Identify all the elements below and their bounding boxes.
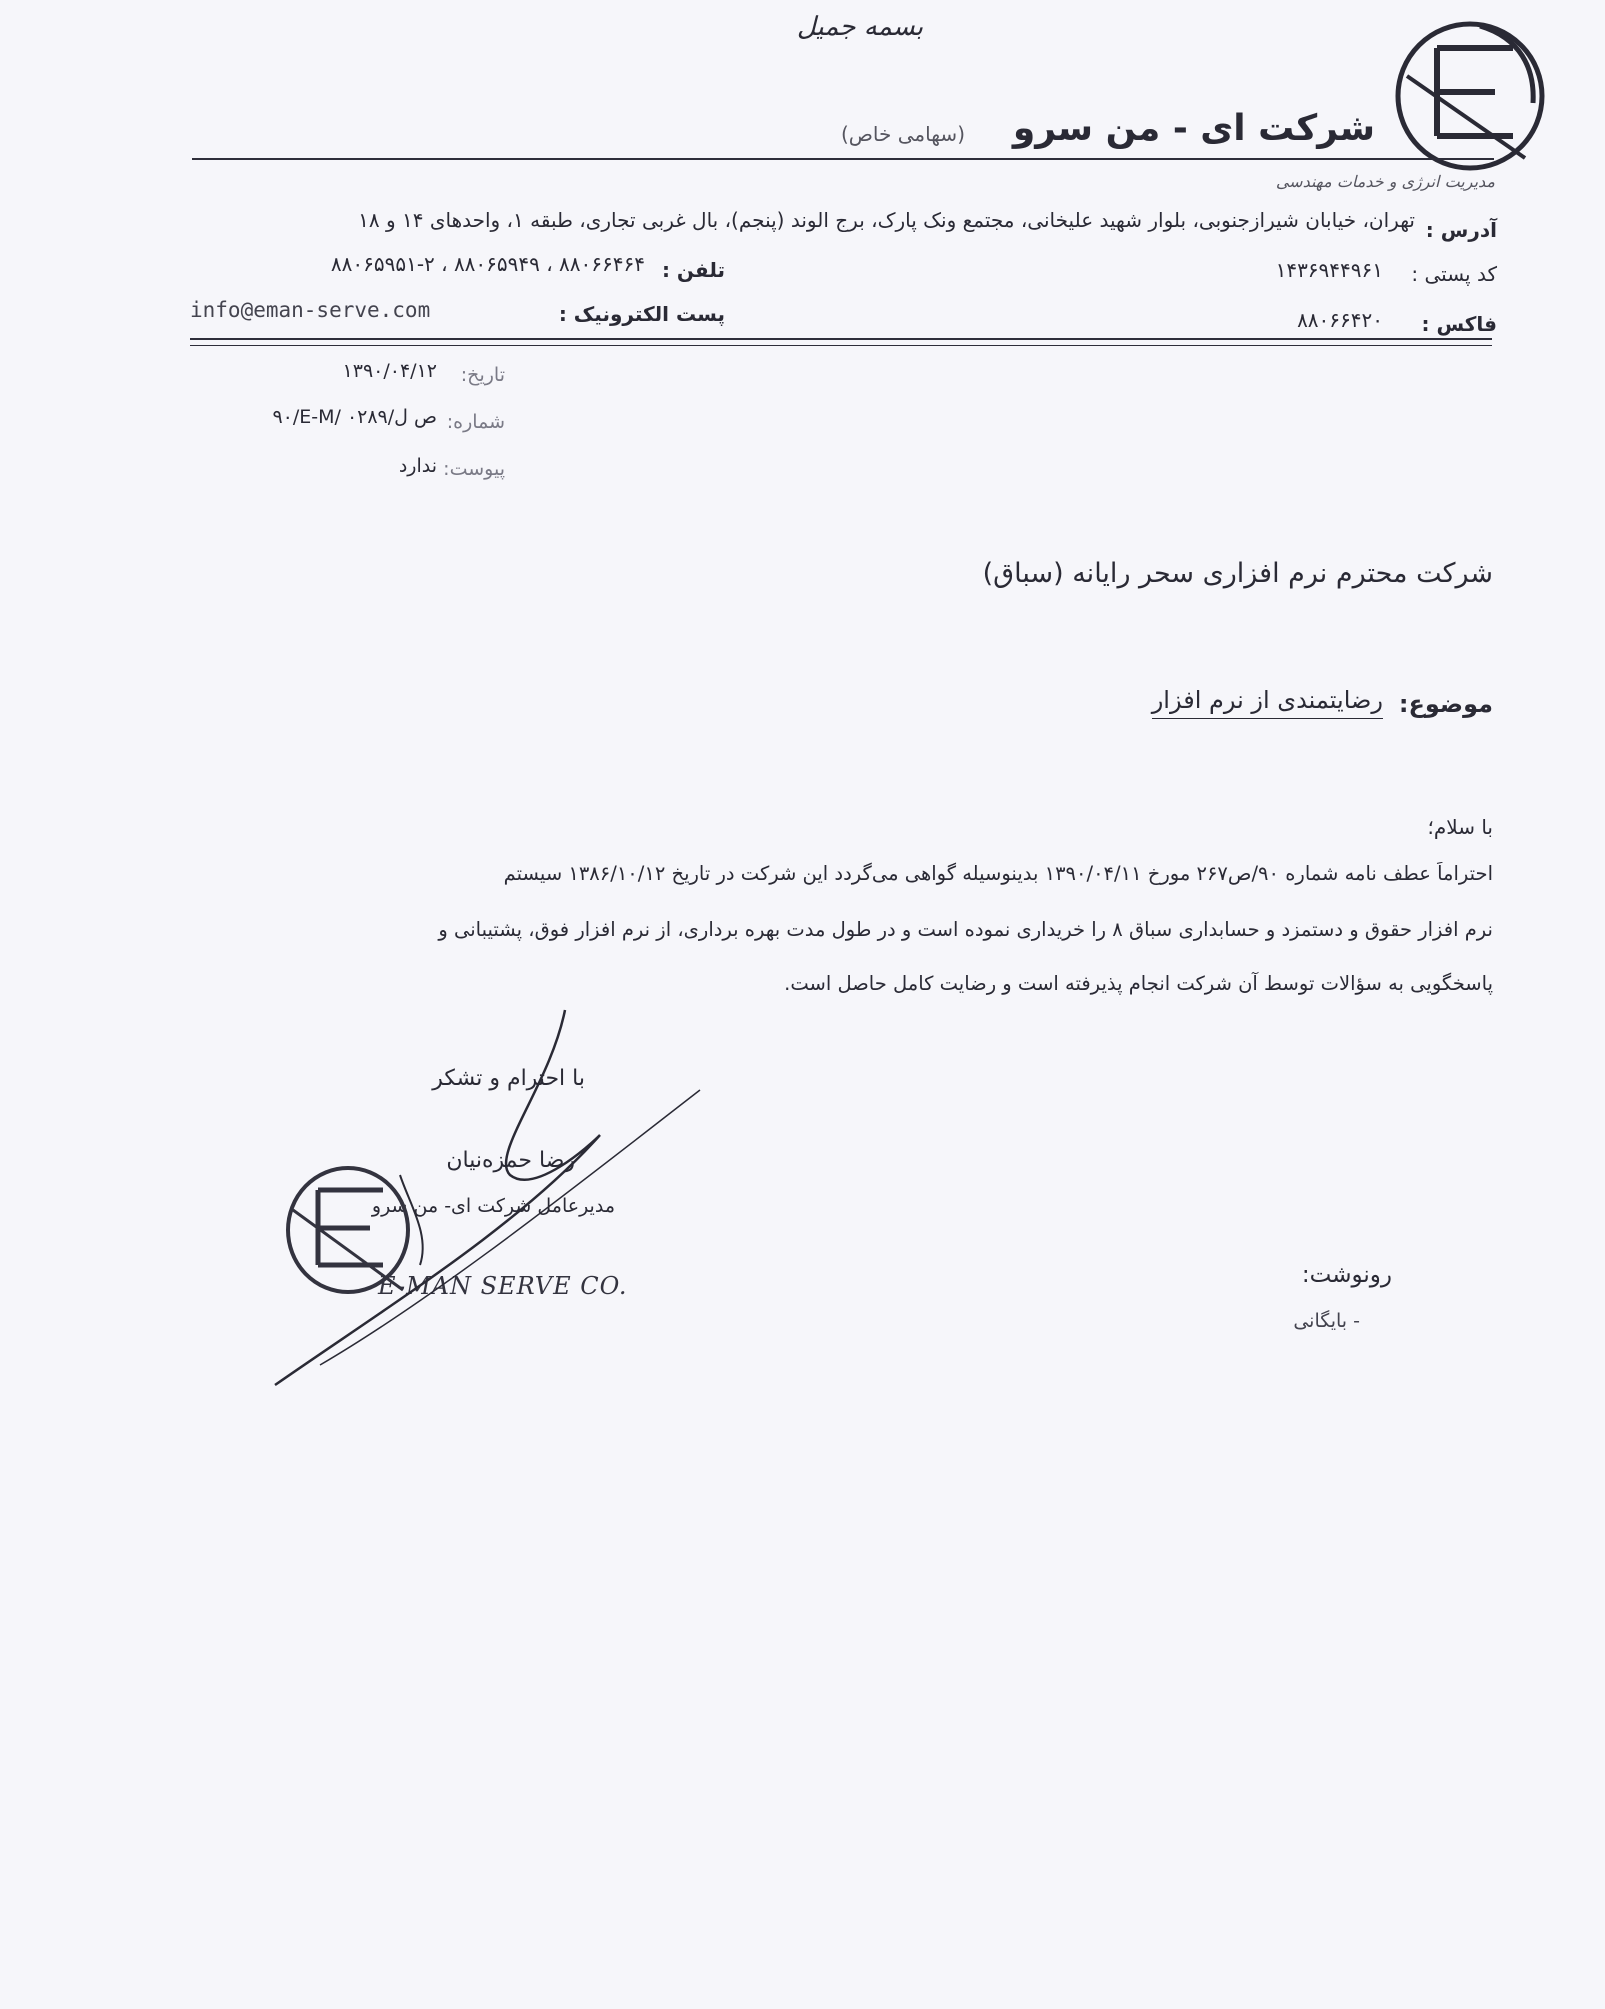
email-label: پست الکترونیک : [558, 302, 725, 326]
fax-value: ۸۸۰۶۶۴۲۰ [1297, 308, 1383, 332]
subject-label: موضوع: [1398, 690, 1493, 718]
address-rule-bottom [190, 345, 1492, 346]
company-type: (سهامی خاص) [840, 122, 965, 146]
fax-label: فاکس : [1421, 312, 1497, 336]
date-label: تاریخ: [460, 364, 505, 386]
closing: با احترام و تشکر [432, 1066, 585, 1091]
signer-name: رضا حمزه‌نیان [446, 1148, 575, 1173]
company-tagline: مدیریت انرژی و خدمات مهندسی [1275, 172, 1495, 191]
signer-title: مدیرعامل شرکت ای- من سرو [371, 1195, 615, 1217]
company-name: شرکت ای - من سرو [1012, 108, 1375, 149]
attachment-value: ندارد [398, 455, 437, 477]
cc-item: - بایگانی [1293, 1310, 1360, 1332]
body-line-1: احتراماً عطف نامه شماره ۹۰/ص۲۶۷ مورخ ۱۳۹۰/۰۴/۱۱ بدینوسیله گواهی می‌گردد این شرکت در تاریخ ۱۳۸۶/۱۰/۱۲ سیستم [503, 862, 1493, 885]
email-value: info@eman-serve.com [190, 298, 431, 322]
phone-value: ۸۸۰۶۵۹۵۱-۲ ، ۸۸۰۶۵۹۴۹ ، ۸۸۰۶۶۴۶۴ [330, 252, 645, 276]
invocation: بسمه جمیل [796, 12, 924, 42]
signature-icon [260, 1005, 720, 1400]
postal-code-label: کد پستی : [1411, 262, 1497, 286]
address-label: آدرس : [1425, 218, 1497, 242]
attachment-label: پیوست: [443, 458, 505, 480]
date-value: ۱۳۹۰/۰۴/۱۲ [342, 360, 437, 382]
recipient: شرکت محترم نرم افزاری سحر رایانه (سباق) [982, 558, 1493, 589]
stamp-text: E-MAN SERVE CO. [378, 1272, 628, 1300]
body-line-3: پاسخگویی به سؤالات توسط آن شرکت انجام پذیرفته است و رضایت کامل حاصل است. [784, 972, 1493, 995]
number-value: ۹۰/E-M/ ۰۲۸۹/ص ل [272, 406, 437, 428]
postal-code-value: ۱۴۳۶۹۴۴۹۶۱ [1275, 258, 1383, 282]
address-value: تهران، خیابان شیرازجنوبی، بلوار شهید علیخانی، مجتمع ونک پارک، برج الوند (پنجم)، بال غربی تجاری، طبقه ۱، واحدهای ۱۴ و ۱۸ [358, 208, 1415, 232]
address-rule-top [190, 338, 1492, 340]
body-line-2: نرم افزار حقوق و دستمزد و حسابداری سباق ۸ را خریداری نموده است و در طول مدت بهره برداری، از نرم افزار فوق، پشتیبانی و [438, 918, 1493, 941]
cc-label: رونوشت: [1301, 1262, 1392, 1288]
phone-label: تلفن : [661, 258, 725, 282]
greeting: با سلام؛ [1427, 815, 1493, 839]
header-rule [192, 158, 1494, 160]
eman-serve-logo-icon [1385, 8, 1555, 178]
subject-value: رضایتمندی از نرم افزار [1152, 686, 1383, 719]
number-label: شماره: [446, 411, 505, 433]
